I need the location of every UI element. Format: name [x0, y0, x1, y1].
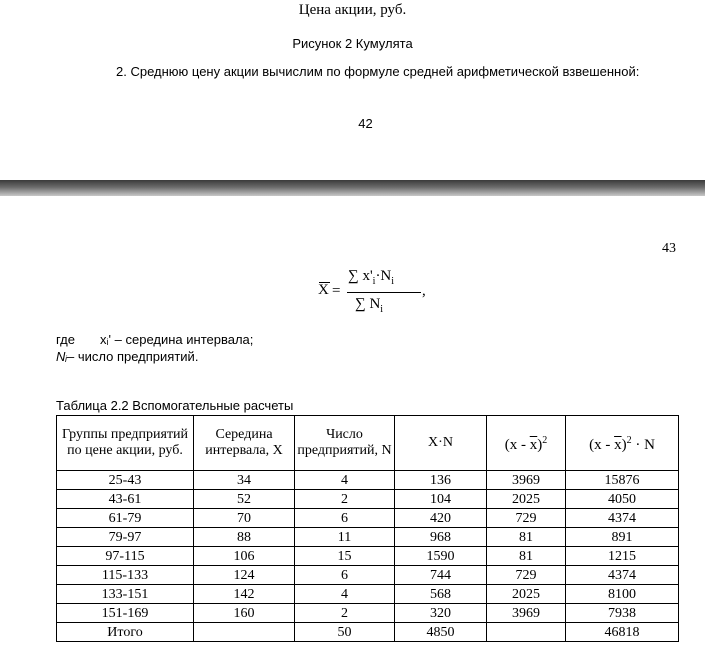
chart-axis-title: Цена акции, руб.	[298, 2, 407, 18]
cell-midpoint: 52	[194, 490, 295, 509]
header-midpoint: Середина интервала, X	[194, 416, 295, 471]
x-bar-symbol: X	[318, 282, 329, 298]
cell-count: 6	[295, 509, 395, 528]
cell-dev-sq: 81	[487, 547, 566, 566]
intro-text: 2. Среднюю цену акции вычислим по формуле средней арифметической взвешенной:	[116, 64, 640, 79]
cell-dev-sq-n: 1215	[566, 547, 679, 566]
cell-count: 6	[295, 566, 395, 585]
table-row	[57, 490, 679, 509]
table-row	[57, 528, 679, 547]
cell-dev-sq: 3969	[487, 604, 566, 623]
table-row	[57, 604, 679, 623]
table-row	[57, 471, 679, 490]
header-groups: Группы предприятий по цене акции, руб.	[57, 416, 194, 471]
cell-count: 2	[295, 604, 395, 623]
cell-count: 15	[295, 547, 395, 566]
total-dev-sq	[487, 623, 566, 642]
cell-dev-sq-n: 8100	[566, 585, 679, 604]
table-row	[57, 566, 679, 585]
cell-midpoint: 88	[194, 528, 295, 547]
cell-dev-sq-n: 891	[566, 528, 679, 547]
total-label: Итого	[57, 623, 194, 642]
legend-n-symbol: Nᵢ	[56, 349, 68, 364]
mean-formula	[318, 268, 428, 324]
cell-dev-sq: 3969	[487, 471, 566, 490]
formula-fraction-line	[347, 292, 421, 293]
formula-numerator: ∑ $x'_i\cdot N_i$	[348, 268, 395, 287]
figure-caption: Рисунок 2 Кумулята	[292, 36, 413, 51]
header-xn: X·N	[395, 416, 487, 471]
cell-midpoint: 106	[194, 547, 295, 566]
page-number-42: 42	[358, 116, 373, 131]
total-midpoint	[194, 623, 295, 642]
cell-dev-sq: 729	[487, 566, 566, 585]
legend-line-midpoint	[56, 332, 254, 347]
cell-dev-sq: 2025	[487, 490, 566, 509]
cell-count: 11	[295, 528, 395, 547]
cell-count: 4	[295, 471, 395, 490]
cell-group: 133-151	[57, 585, 194, 604]
cell-dev-sq-n: 4374	[566, 509, 679, 528]
cell-dev-sq: 729	[487, 509, 566, 528]
table-row	[57, 547, 679, 566]
cell-group: 151-169	[57, 604, 194, 623]
cell-xn: 420	[395, 509, 487, 528]
cell-count: 2	[295, 490, 395, 509]
table-total-row	[57, 623, 679, 642]
page-number-43: 43	[662, 241, 676, 256]
cell-midpoint: 70	[194, 509, 295, 528]
table-row	[57, 509, 679, 528]
cell-dev-sq-n: 7938	[566, 604, 679, 623]
cell-xn: 744	[395, 566, 487, 585]
cell-midpoint: 34	[194, 471, 295, 490]
total-dev-sq-n: 46818	[566, 623, 679, 642]
cell-dev-sq-n: 15876	[566, 471, 679, 490]
cell-xn: 968	[395, 528, 487, 547]
table-title: Таблица 2.2 Вспомогательные расчеты	[56, 398, 294, 413]
legend-where: где	[56, 332, 75, 347]
cell-xn: 1590	[395, 547, 487, 566]
table-row	[57, 585, 679, 604]
cell-group: 97-115	[57, 547, 194, 566]
cell-group: 25-43	[57, 471, 194, 490]
total-xn: 4850	[395, 623, 487, 642]
cell-xn: 568	[395, 585, 487, 604]
cell-xn: 104	[395, 490, 487, 509]
legend-count-text: – число предприятий.	[67, 349, 199, 364]
total-count: 50	[295, 623, 395, 642]
cell-midpoint: 124	[194, 566, 295, 585]
cell-dev-sq: 81	[487, 528, 566, 547]
cell-midpoint: 142	[194, 585, 295, 604]
formula-equals: =	[332, 283, 341, 299]
cell-dev-sq-n: 4374	[566, 566, 679, 585]
cell-count: 4	[295, 585, 395, 604]
header-deviation-squared-n: $(x - \overline{x})^2 \cdot N$	[566, 416, 679, 471]
cell-xn: 136	[395, 471, 487, 490]
cell-group: 79-97	[57, 528, 194, 547]
page-separator	[0, 180, 705, 196]
calculation-table	[56, 415, 679, 642]
table-header-row	[57, 416, 679, 471]
cell-midpoint: 160	[194, 604, 295, 623]
cell-xn: 320	[395, 604, 487, 623]
cell-group: 43-61	[57, 490, 194, 509]
legend-line-count	[56, 349, 198, 364]
cell-dev-sq-n: 4050	[566, 490, 679, 509]
legend-midpoint-text: xᵢ' – середина интервала;	[100, 332, 254, 347]
header-count: Число предприятий, N	[295, 416, 395, 471]
header-deviation-squared: $(x - \overline{x})^2$	[487, 416, 566, 471]
cell-group: 61-79	[57, 509, 194, 528]
formula-denominator: ∑ $N_i$	[355, 296, 384, 315]
cell-group: 115-133	[57, 566, 194, 585]
cell-dev-sq: 2025	[487, 585, 566, 604]
formula-comma: ,	[422, 283, 426, 299]
